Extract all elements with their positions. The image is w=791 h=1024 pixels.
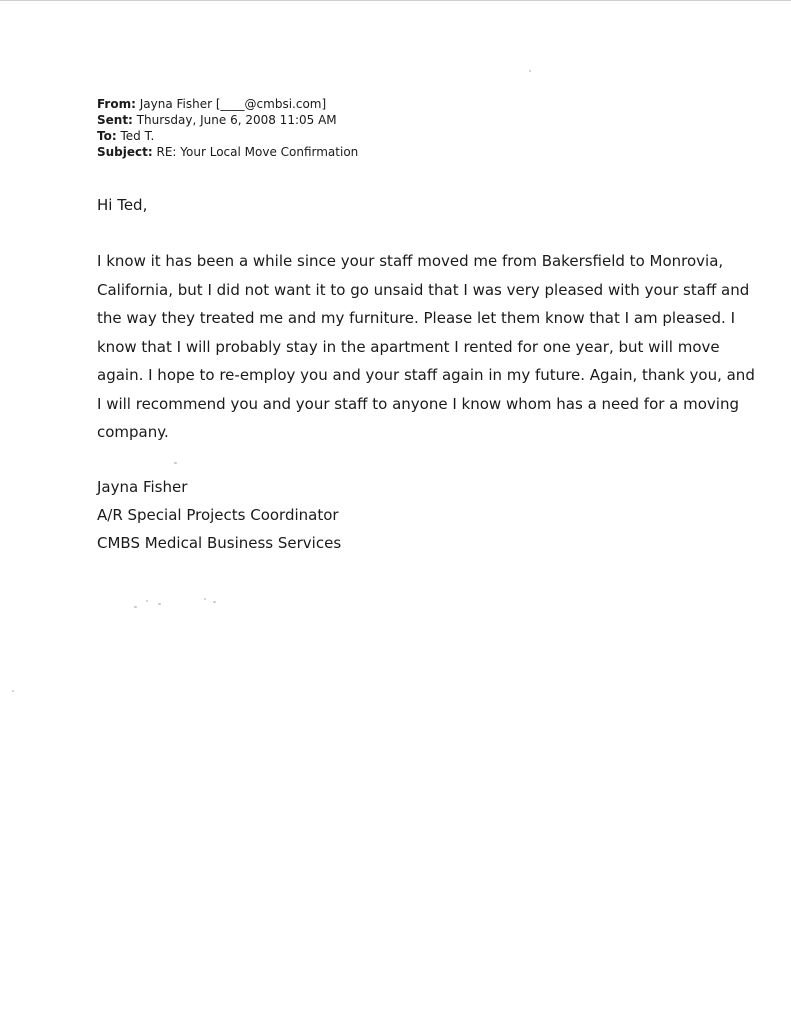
body-line: know that I will probably stay in the apartment I rented for one year, but will move xyxy=(97,337,720,356)
sent-label: Sent: xyxy=(97,113,133,127)
subject-label: Subject: xyxy=(97,145,153,159)
body-line: company. xyxy=(97,423,169,441)
signature-company: CMBS Medical Business Services xyxy=(97,534,342,552)
from-label: From: xyxy=(97,97,136,111)
scan-speck xyxy=(158,603,161,605)
from-value: Jayna Fisher [____@cmbsi.com] xyxy=(139,97,327,111)
to-label: To: xyxy=(97,129,117,143)
body-line: again. I hope to re-employ you and your staff again in my future. Again, thank you, and xyxy=(97,366,755,384)
scan-speck xyxy=(213,601,216,603)
body-line: I will recommend you and your staff to anyone I know whom has a need for a moving xyxy=(97,394,739,413)
signature-name: Jayna Fisher xyxy=(97,478,188,496)
signature-block xyxy=(97,473,341,557)
email-header xyxy=(97,96,358,160)
subject-value: RE: Your Local Move Confirmation xyxy=(156,145,359,159)
scan-speck xyxy=(134,606,137,608)
to-row xyxy=(97,128,358,144)
body-line: I know it has been a while since your staff moved me from Bakersfield to Monrovia, xyxy=(97,252,724,270)
scan-edge-line xyxy=(0,0,791,1)
to-value: Ted T. xyxy=(120,129,155,143)
sent-row xyxy=(97,112,358,128)
signature-title: A/R Special Projects Coordinator xyxy=(97,506,339,524)
sent-value: Thursday, June 6, 2008 11:05 AM xyxy=(136,113,337,127)
letter-body xyxy=(97,247,755,447)
scan-speck xyxy=(12,690,14,692)
scan-speck xyxy=(529,70,531,72)
body-line: the way they treated me and my furniture. Please let them know that I am pleased. I xyxy=(97,309,736,327)
from-row xyxy=(97,96,358,112)
greeting: Hi Ted, xyxy=(97,196,148,214)
body-line: California, but I did not want it to go unsaid that I was very pleased with your staff and xyxy=(97,280,750,299)
scan-speck xyxy=(174,462,177,464)
scan-speck xyxy=(204,598,206,600)
scan-speck xyxy=(146,600,148,602)
subject-row xyxy=(97,144,358,160)
